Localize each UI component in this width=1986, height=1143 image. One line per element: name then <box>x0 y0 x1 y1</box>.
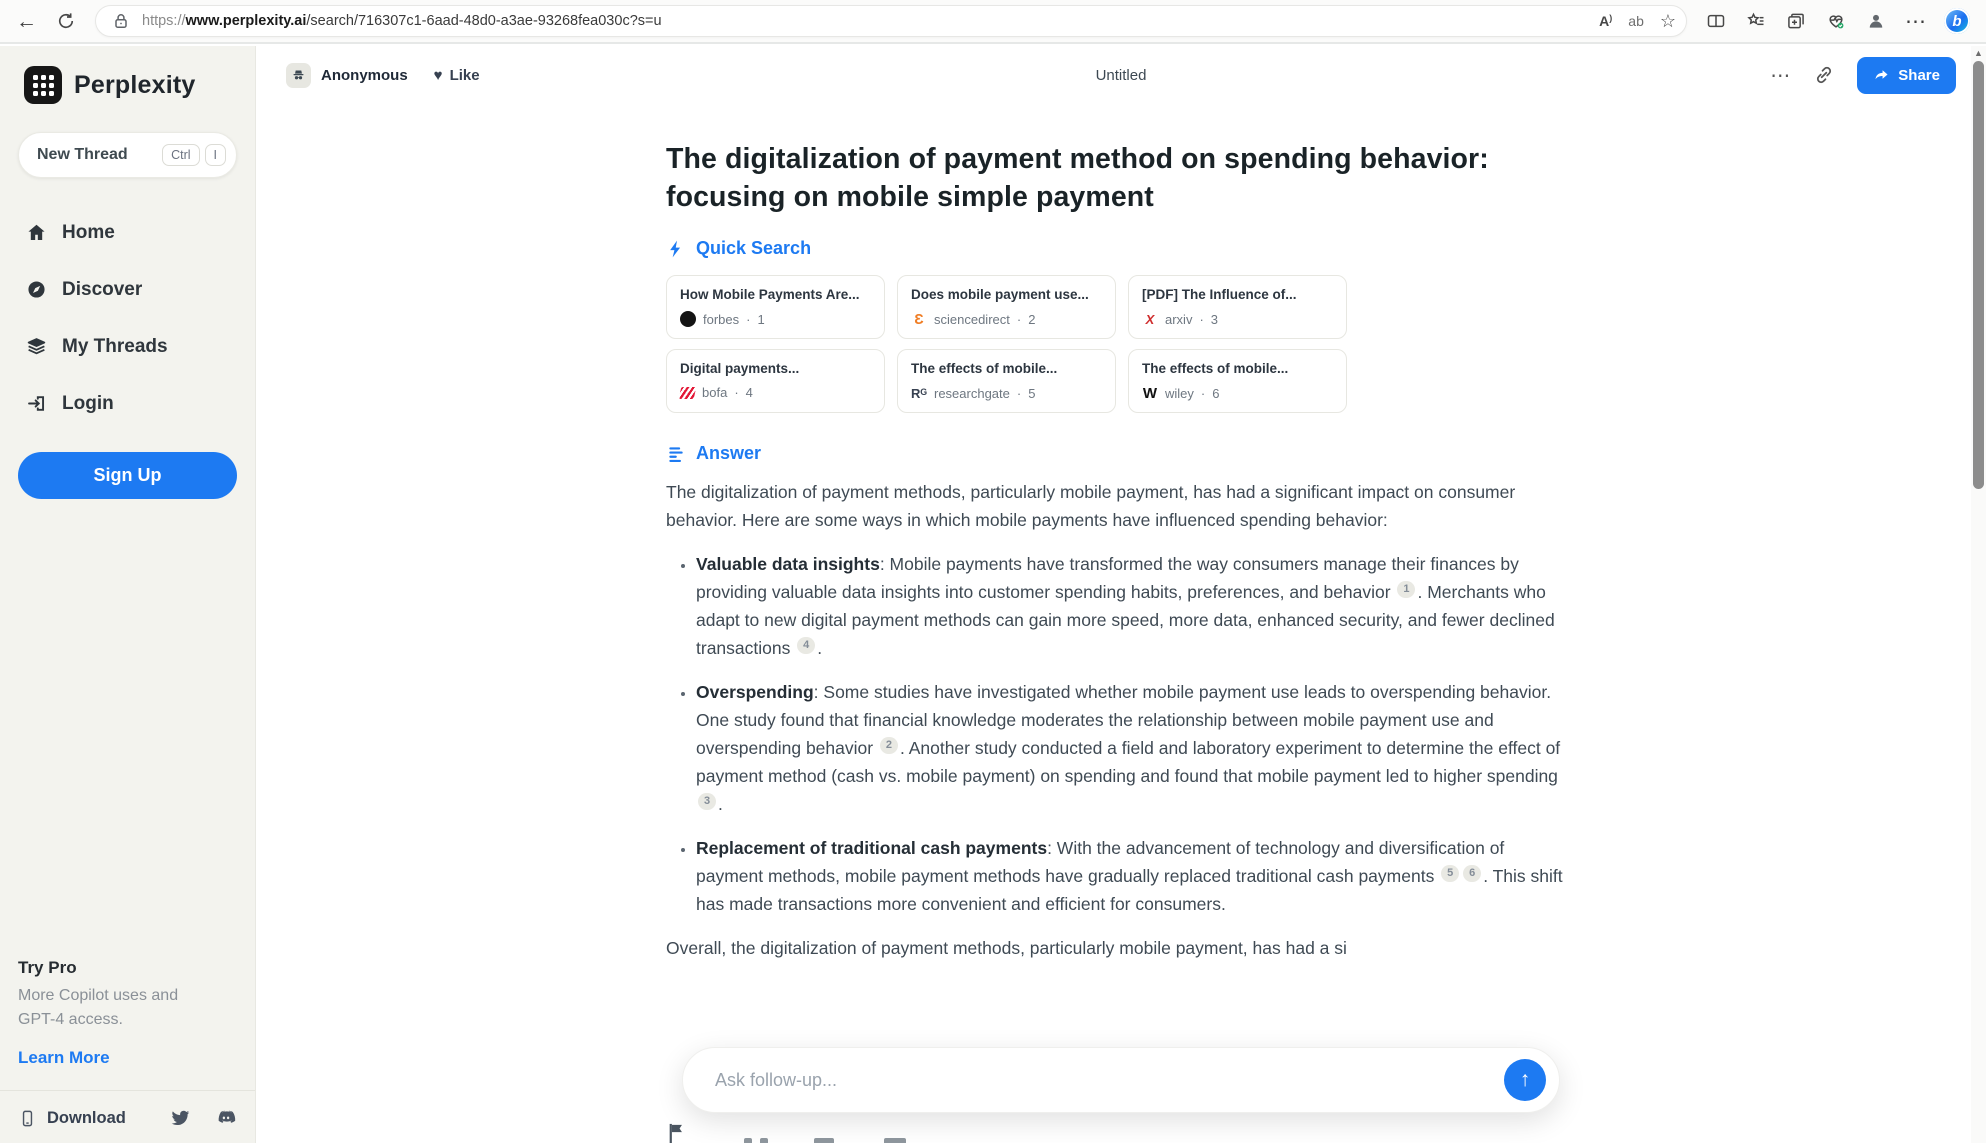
scrollbar-up-arrow[interactable]: ▲ <box>1974 48 1983 58</box>
login-icon <box>26 393 47 414</box>
bullet-text: : With the advancement of technology and diversification of payment methods, mobile payment methods have gradually replaced traditional cash payments <box>696 838 1505 886</box>
source-index: 5 <box>1028 385 1036 401</box>
download-label[interactable]: Download <box>47 1108 126 1127</box>
anonymous-avatar <box>286 63 311 88</box>
sidebar-spacer <box>18 499 237 958</box>
sidebar-item-my-threads[interactable] <box>18 318 237 375</box>
source-site: wiley <box>1165 385 1194 401</box>
bullet-text: : Some studies have investigated whether mobile payment use leads to overspending behavior. One study found that financial knowledge moderates the relationship between mobile payment use and overspending behavior <box>696 682 1552 758</box>
source-title: Digital payments... <box>680 361 800 376</box>
sidebar-item-label: Home <box>62 221 115 243</box>
source-index: 3 <box>1210 311 1219 327</box>
browser-refresh-button[interactable] <box>55 10 77 32</box>
incognito-icon <box>291 68 306 83</box>
source-card-wiley[interactable] <box>1128 349 1347 413</box>
cutoff-icon <box>760 1138 768 1143</box>
new-thread-label: New Thread <box>37 146 128 163</box>
shortcut-key-i: I <box>205 144 226 166</box>
answer-header <box>666 443 1576 464</box>
like-button[interactable] <box>434 67 480 84</box>
source-sep: · <box>1199 311 1204 327</box>
header-actions <box>1770 57 1956 94</box>
bullet-lead: Overspending <box>696 682 814 702</box>
share-label: Share <box>1898 66 1940 84</box>
share-arrow-icon <box>1873 67 1890 84</box>
bullet-lead: Valuable data insights <box>696 554 880 574</box>
source-index: 4 <box>745 385 753 400</box>
citation-badge[interactable]: 1 <box>1397 581 1415 598</box>
heart-icon: ♥ <box>433 66 443 84</box>
app-shell <box>0 46 1986 1143</box>
source-card-forbes[interactable] <box>666 275 885 339</box>
cutoff-icon <box>884 1138 906 1143</box>
brand-name: Perplexity <box>74 70 196 99</box>
brand[interactable] <box>18 66 237 104</box>
more-options-icon[interactable]: ⋯ <box>1770 64 1792 87</box>
source-card-sciencedirect[interactable] <box>897 275 1116 339</box>
share-button[interactable] <box>1857 57 1956 94</box>
followup-input[interactable] <box>715 1070 1504 1091</box>
source-sep: · <box>746 311 751 327</box>
source-meta <box>1142 311 1333 327</box>
source-title: [PDF] The Influence of... <box>1142 287 1297 302</box>
sidebar-nav <box>18 204 237 432</box>
source-index: 2 <box>1028 311 1036 327</box>
browser-back-button[interactable]: ← <box>16 9 37 33</box>
source-title: The effects of mobile... <box>911 361 1058 376</box>
answer-label: Answer <box>696 443 762 463</box>
bullet-text: . This shift has made transactions more convenient and efficient for consumers. <box>696 866 1563 914</box>
quick-search-header <box>666 238 1576 259</box>
sign-up-button[interactable] <box>18 452 237 499</box>
scrollbar[interactable] <box>1971 46 1986 1143</box>
source-sep: · <box>1200 385 1206 401</box>
source-card-bofa[interactable] <box>666 349 885 413</box>
main-area <box>256 46 1986 1143</box>
cutoff-icon <box>814 1138 834 1143</box>
translate-icon[interactable]: ab <box>1628 13 1644 29</box>
browser-toolbar <box>0 0 1986 44</box>
bullet-valuable-data-insights <box>696 550 1576 662</box>
answer-outro: Overall, the digitalization of payment methods, particularly mobile payment, has had a si <box>666 938 1347 958</box>
source-sep: · <box>734 385 739 400</box>
url-path: /search/716307c1-6aad-48d0-a3ae-93268fea030c?s=u <box>306 13 662 29</box>
content-column <box>666 140 1576 962</box>
bottom-actions-cutoff <box>666 1117 1576 1143</box>
sign-up-label: Sign Up <box>93 465 162 485</box>
phone-icon <box>18 1109 37 1128</box>
layers-icon <box>26 336 47 357</box>
source-meta <box>911 311 1102 327</box>
researchgate-favicon: Rᴳ <box>911 385 927 401</box>
try-pro-promo <box>18 958 237 1068</box>
sidebar-item-label: My Threads <box>62 335 168 357</box>
discord-icon[interactable] <box>215 1107 237 1129</box>
sidebar-item-label: Login <box>62 392 114 414</box>
new-thread-button[interactable] <box>18 132 237 178</box>
source-site: forbes <box>703 311 740 327</box>
forbes-favicon <box>680 311 696 327</box>
scrollbar-thumb[interactable] <box>1973 61 1984 489</box>
followup-bar <box>682 1047 1560 1113</box>
source-meta <box>680 311 871 327</box>
answer-bullets <box>696 550 1576 918</box>
shortcut-key-ctrl: Ctrl <box>162 144 199 166</box>
lock-icon[interactable] <box>110 10 132 32</box>
discover-icon <box>26 279 47 300</box>
perplexity-logo-icon <box>24 66 62 104</box>
send-button[interactable] <box>1504 1059 1546 1101</box>
source-site: researchgate <box>934 385 1010 401</box>
sidebar-item-login[interactable] <box>18 375 237 432</box>
browser-menu-icon[interactable]: ⋯ <box>1905 9 1926 33</box>
address-bar[interactable] <box>95 5 1687 37</box>
source-sep: · <box>1016 311 1022 327</box>
source-site: sciencedirect <box>934 311 1010 327</box>
collections-icon[interactable] <box>1785 10 1807 32</box>
sidebar-item-discover[interactable] <box>18 261 237 318</box>
url-domain: www.perplexity.ai <box>185 13 307 29</box>
favorite-star-icon[interactable]: ☆ <box>1659 10 1676 31</box>
sidebar <box>0 46 256 1143</box>
bing-chat-icon[interactable]: b <box>1944 8 1970 34</box>
source-card-arxiv[interactable] <box>1128 275 1347 339</box>
source-cards <box>666 275 1576 413</box>
source-meta <box>680 385 871 400</box>
source-title: The effects of mobile... <box>1142 361 1289 376</box>
browser-essentials-icon[interactable] <box>1825 10 1847 32</box>
source-site: arxiv <box>1165 311 1193 327</box>
twitter-icon[interactable] <box>169 1107 191 1129</box>
source-meta <box>911 385 1102 401</box>
bullet-text: : Mobile payments have transformed the way consumers manage their finances by providing valuable data insights into customer spending habits, preferences, and behavior <box>696 554 1519 602</box>
profile-icon[interactable] <box>1865 10 1887 32</box>
home-icon <box>26 222 47 243</box>
up-arrow-icon: ↑ <box>1519 1068 1531 1091</box>
refresh-icon <box>56 11 76 31</box>
wiley-favicon: W <box>1142 384 1158 402</box>
quick-search-label: Quick Search <box>696 238 812 258</box>
source-title: Does mobile payment use... <box>911 287 1089 302</box>
citation-badge[interactable]: 4 <box>797 637 815 654</box>
address-bar-actions <box>1599 11 1676 32</box>
source-index: 1 <box>757 311 765 327</box>
learn-more-link[interactable]: Learn More <box>18 1048 110 1067</box>
read-aloud-icon[interactable]: A) <box>1599 13 1613 29</box>
download-row <box>18 1091 237 1129</box>
bullet-replacement-of-cash <box>696 834 1576 918</box>
answer-intro: The digitalization of payment methods, particularly mobile payment, has had a significant impact on consumer behavior. Here are some ways in which mobile payments have influenced spending behavior: <box>666 482 1516 530</box>
source-index: 6 <box>1212 385 1220 401</box>
bofa-favicon <box>679 387 697 399</box>
citation-badge[interactable]: 2 <box>880 737 898 754</box>
bullet-text: . Merchants who adapt to new digital payment methods can gain more speed, more data, enhanced security, and fewer declined transactions <box>696 582 1555 658</box>
source-meta <box>1142 385 1333 401</box>
split-screen-icon[interactable] <box>1705 10 1727 32</box>
bullet-text: . <box>817 638 823 658</box>
bullet-lead: Replacement of traditional cash payments <box>696 838 1048 858</box>
page-title: The digitalization of payment method on spending behavior: focusing on mobile simple payment <box>666 143 1489 213</box>
source-title: How Mobile Payments Are... <box>680 287 860 302</box>
url-scheme: https:// <box>142 13 186 29</box>
like-label: Like <box>449 66 480 84</box>
promo-body: More Copilot uses and GPT-4 access. <box>18 987 179 1028</box>
bullet-text: . <box>718 794 723 814</box>
sidebar-item-label: Discover <box>62 278 143 300</box>
author-name: Anonymous <box>321 66 408 84</box>
url-text[interactable] <box>142 13 1589 29</box>
promo-title: Try Pro <box>18 958 77 977</box>
flag-icon[interactable] <box>666 1121 688 1143</box>
arxiv-favicon: X <box>1145 311 1155 327</box>
citation-badge[interactable]: 5 <box>1441 865 1459 882</box>
citation-badge[interactable]: 3 <box>698 793 716 810</box>
cutoff-icon <box>744 1138 752 1143</box>
citation-badge[interactable]: 6 <box>1463 865 1481 882</box>
sidebar-item-home[interactable] <box>18 204 237 261</box>
bullet-text: . Another study conducted a field and laboratory experiment to determine the effect of payment method (cash vs. mobile payment) on spending and found that mobile payment led to higher spending <box>696 738 1561 786</box>
source-card-researchgate[interactable] <box>897 349 1116 413</box>
source-site: bofa <box>702 385 728 400</box>
thread-header <box>256 46 1986 104</box>
bullet-overspending <box>696 678 1576 818</box>
source-sep: · <box>1016 385 1022 401</box>
thread-title: Untitled <box>1095 66 1147 84</box>
sciencedirect-favicon: Ɛ <box>914 310 924 328</box>
favorites-bar-icon[interactable] <box>1745 10 1767 32</box>
answer-lines-icon <box>666 444 686 464</box>
lightning-bolt-icon <box>666 239 686 259</box>
copy-link-icon[interactable] <box>1813 64 1835 86</box>
